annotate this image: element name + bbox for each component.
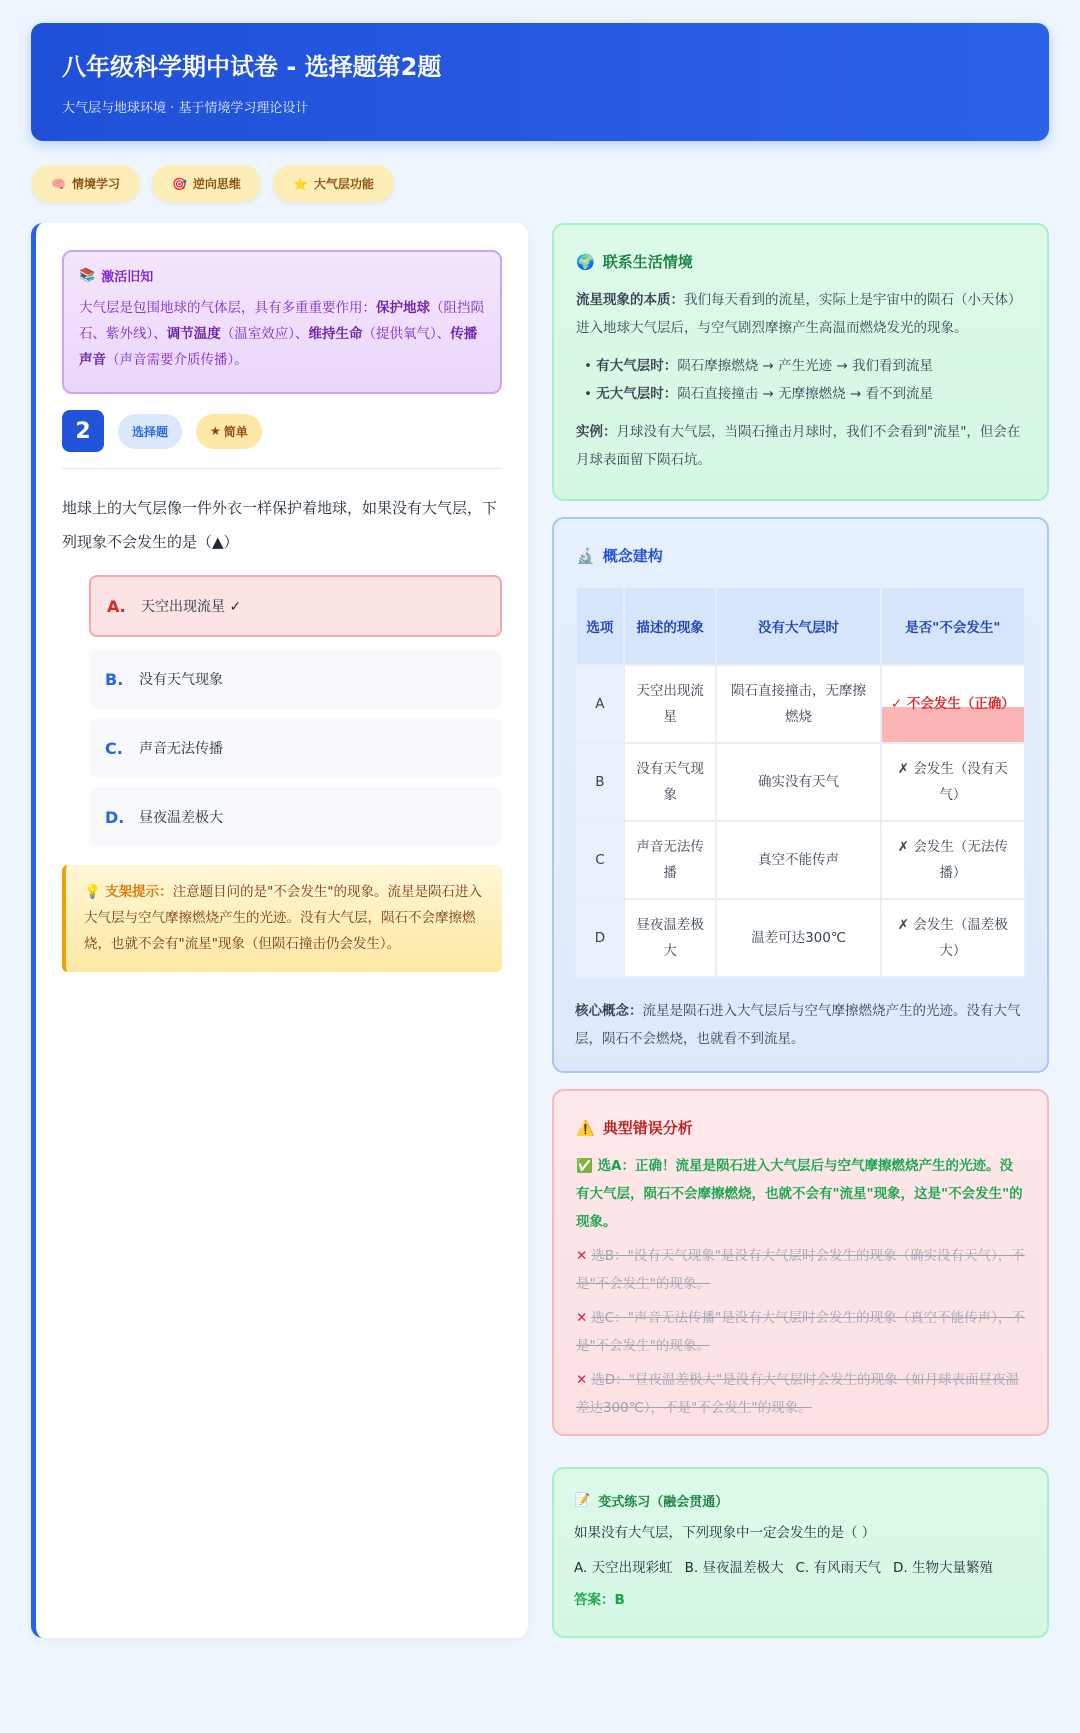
scaffold-hint: 💡 支架提示：注意题目问的是"不会发生"的现象。流星是陨石进入大气层与空气摩擦燃烧产生的光迹。没有大气层，陨石不会摩擦燃烧，也就不会有"流星"现象（但陨石撞击仍会发生）。 (62, 865, 502, 972)
tag-reverse: 🎯 逆向思维 (152, 165, 261, 202)
tag-situational: 🧠 情境学习 (31, 165, 140, 202)
wrong-analysis-d: ✕ 选D："昼夜温差极大"是没有大气层时会发生的现象（如月球表面昼夜温差达300℃），不是"不会发生"的现象。 (576, 1366, 1025, 1422)
list-item: • 无大气层时：陨石直接撞击 → 无摩擦燃烧 → 看不到流星 (584, 386, 934, 402)
question-header (62, 410, 262, 452)
practice-choice: A. 天空出现彩虹 (574, 1560, 673, 1576)
practice-choices (574, 1556, 1027, 1576)
table-row: D 昼夜温差极大 温差可达300℃ ✗ 会发生（温差极大） (576, 899, 1025, 977)
difficulty-badge: ★ 简单 (196, 414, 262, 449)
question-number: 2 (62, 410, 104, 452)
page-header (31, 23, 1049, 141)
option-a[interactable]: A. 天空出现流星 ✓ (89, 575, 502, 637)
practice-answer: 答案：B (574, 1592, 625, 1608)
option-c[interactable]: C. 声音无法传播 (89, 718, 502, 778)
question-text: 地球上的大气层像一件外衣一样保护着地球，如果没有大气层，下列现象不会发生的是（▲） (62, 499, 498, 551)
option-list (89, 575, 502, 856)
life-context-card: 🌍 联系生活情境 流星现象的本质：我们每天看到的流星，实际上是宇宙中的陨石（小天体）进入地球大气层后，与空气剧烈摩擦产生高温而燃烧发光的现象。 • 有大气层时：陨石摩擦燃烧 → 产生光迹 → 我们看到流星 • 无大气层时：陨石直接撞击 → 无摩擦燃烧 → 看不到流星 实例：月球没有大气层，当陨石撞击月球时，我们不会看到"流星"，但会在月球表面留下陨石坑。 (552, 223, 1049, 501)
cross-icon: ✕ (576, 1372, 588, 1388)
core-concept: 核心概念：流星是陨石进入大气层后与空气摩擦燃烧产生的光迹。没有大气层，陨石不会燃烧，也就看不到流星。 (575, 1003, 1021, 1047)
concept-card: 🔬 概念建构 选项 描述的现象 没有大气层时 是否"不会发生" A 天空出现流星 陨石直接撞击，无摩擦燃烧 ✓ 不会发生（正确） B 没有天气现象 确实没有天气 ✗ 会发生（没有天气） C 声音无法传播 真空不能传声 ✗ 会发生（无法传播） D 昼夜温差极大 温差可达300℃ ✗ 会发生（温差极大） 核心概念：流星是陨石进入大气层后与空气摩擦燃烧产生的光迹。没有大气层，陨石不会燃烧，也就看不到流星。 (552, 517, 1049, 1073)
question-panel (31, 223, 528, 1638)
practice-card: 📝 变式练习（融会贯通） 如果没有大气层，下列现象中一定会发生的是（ ） A. 天空出现彩虹 B. 昼夜温差极大 C. 有风雨天气 D. 生物大量繁殖 答案：B (552, 1467, 1049, 1638)
microscope-icon: 🔬 (576, 546, 595, 565)
correct-analysis: ✅ 选A：正确！流星是陨石进入大气层后与空气摩擦燃烧产生的光迹。没有大气层，陨石不会摩擦燃烧，也就不会有"流星"现象，这是"不会发生"的现象。 (576, 1158, 1023, 1230)
tag-atmosphere: ⭐ 大气层功能 (273, 165, 394, 202)
activate-prior-knowledge: 📚 激活旧知 大气层是包围地球的气体层，具有多重重要作用：保护地球（阻挡陨石、紫外线）、调节温度（温室效应）、维持生命（提供氧气）、传播声音（声音需要介质传播）。 (62, 250, 502, 394)
practice-choice: D. 生物大量繁殖 (892, 1560, 993, 1576)
page-title: 八年级科学期中试卷 - 选择题第2题 (62, 53, 442, 81)
practice-question: 如果没有大气层，下列现象中一定会发生的是（ ） (574, 1525, 876, 1541)
divider (62, 468, 502, 469)
books-icon: 📚 (79, 268, 96, 283)
star-icon: ⭐ (292, 176, 308, 191)
wrong-analysis-c: ✕ 选C："声音无法传播"是没有大气层时会发生的现象（真空不能传声），不是"不会发生"的现象。 (576, 1304, 1025, 1360)
table-row: C 声音无法传播 真空不能传声 ✗ 会发生（无法传播） (576, 821, 1025, 899)
star-icon: ★ (210, 424, 221, 438)
table-header-row: 选项 描述的现象 没有大气层时 是否"不会发生" (576, 587, 1025, 665)
table-row: A 天空出现流星 陨石直接撞击，无摩擦燃烧 ✓ 不会发生（正确） (576, 665, 1025, 743)
globe-icon: 🌍 (576, 252, 595, 271)
error-analysis-card: ⚠️ 典型错误分析 ✅ 选A：正确！流星是陨石进入大气层后与空气摩擦燃烧产生的光迹。没有大气层，陨石不会摩擦燃烧，也就不会有"流星"现象，这是"不会发生"的现象。 ✕ 选B："没有天气现象"是没有大气层时会发生的现象（确实没有天气），不是"不会发生"的现象。 ✕ 选C："声音无法传播"是没有大气层时会发生的现象（真空不能传声），不是"不会发生"的现象。 ✕ 选D："昼夜温差极大"是没有大气层时会发生的现象（如月球表面昼夜温差达300℃），不是"不会发生"的现象。 (552, 1089, 1049, 1436)
concept-table (575, 586, 1026, 978)
page-subtitle: 大气层与地球环境 · 基于情境学习理论设计 (62, 101, 309, 116)
check-icon: ✅ (576, 1158, 593, 1174)
warning-icon: ⚠️ (576, 1118, 595, 1137)
comparison-list (576, 352, 1025, 408)
lightbulb-icon: 💡 (84, 884, 101, 900)
list-item: • 有大气层时：陨石摩擦燃烧 → 产生光迹 → 我们看到流星 (584, 358, 934, 374)
cross-icon: ✕ (576, 1310, 588, 1326)
tag-list (31, 165, 394, 202)
wrong-analysis-b: ✕ 选B："没有天气现象"是没有大气层时会发生的现象（确实没有天气），不是"不会发生"的现象。 (576, 1242, 1025, 1298)
cross-icon: ✕ (576, 1248, 588, 1264)
practice-choice: C. 有风雨天气 (795, 1560, 881, 1576)
question-type-badge: 选择题 (118, 414, 182, 449)
option-d[interactable]: D. 昼夜温差极大 (89, 787, 502, 847)
option-b[interactable]: B. 没有天气现象 (89, 649, 502, 709)
table-row: B 没有天气现象 确实没有天气 ✗ 会发生（没有天气） (576, 743, 1025, 821)
brain-icon: 🧠 (51, 176, 66, 191)
target-icon: 🎯 (171, 176, 187, 191)
activate-text: 大气层是包围地球的气体层，具有多重重要作用：保护地球（阻挡陨石、紫外线）、调节温度（温室效应）、维持生命（提供氧气）、传播声音（声音需要介质传播）。 (79, 300, 484, 368)
practice-choice: B. 昼夜温差极大 (684, 1560, 784, 1576)
memo-icon: 📝 (574, 1493, 591, 1508)
